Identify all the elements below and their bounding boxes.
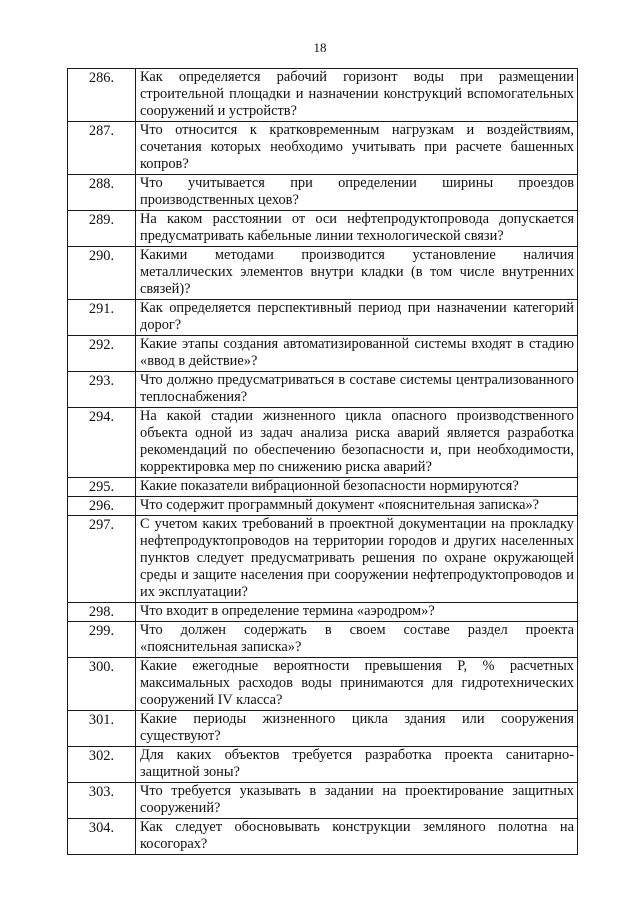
question-text: Что учитывается при определении ширины проездов производственных цехов? [136,175,578,211]
table-row [68,819,578,855]
question-number: 288. [68,175,136,211]
table-row [68,122,578,175]
table-row [68,497,578,516]
table-row [68,711,578,747]
question-number: 295. [68,478,136,497]
table-row [68,372,578,408]
question-number: 297. [68,516,136,603]
table-row [68,336,578,372]
question-text: Какие показатели вибрационной безопасности нормируются? [136,478,578,497]
question-text: Для каких объектов требуется разработка проекта санитарно-защитной зоны? [136,747,578,783]
table-row [68,300,578,336]
question-text: С учетом каких требований в проектной документации на прокладку нефтепродуктопроводов на территории городов и других населенных пунктов следует предусматривать решения по охране окружающей среды и защите населения при сооружении нефтепродуктопроводов и их эксплуатации? [136,516,578,603]
question-number: 292. [68,336,136,372]
question-number: 293. [68,372,136,408]
question-number: 298. [68,603,136,622]
question-number: 304. [68,819,136,855]
question-text: Как следует обосновывать конструкции земляного полотна на косогорах? [136,819,578,855]
question-number: 303. [68,783,136,819]
question-number: 291. [68,300,136,336]
question-number: 287. [68,122,136,175]
question-text: Что должен содержать в своем составе раздел проекта «пояснительная записка»? [136,622,578,658]
question-text: Какие периоды жизненного цикла здания или сооружения существуют? [136,711,578,747]
question-text: Что входит в определение термина «аэродром»? [136,603,578,622]
table-row [68,783,578,819]
table-row [68,622,578,658]
question-number: 300. [68,658,136,711]
question-text: Какие этапы создания автоматизированной системы входят в стадию «ввод в действие»? [136,336,578,372]
table-row [68,69,578,122]
table-row [68,175,578,211]
table-row [68,658,578,711]
questions-table [67,68,578,855]
question-text: На какой стадии жизненного цикла опасного производственного объекта одной из задач анализа риска аварий является разработка рекомендаций по обеспечению безопасности и, при необходимости, корректировка мер по снижению риска аварий? [136,408,578,478]
table-row [68,603,578,622]
question-number: 286. [68,69,136,122]
question-number: 296. [68,497,136,516]
question-number: 290. [68,247,136,300]
question-text: Что должно предусматриваться в составе системы централизованного теплоснабжения? [136,372,578,408]
question-number: 294. [68,408,136,478]
question-text: Что содержит программный документ «пояснительная записка»? [136,497,578,516]
question-text: На каком расстоянии от оси нефтепродуктопровода допускается предусматривать кабельные линии технологической связи? [136,211,578,247]
question-text: Какие ежегодные вероятности превышения Р, % расчетных максимальных расходов воды принимаются для гидротехнических сооружений IV класса? [136,658,578,711]
question-number: 299. [68,622,136,658]
table-row [68,247,578,300]
table-row [68,747,578,783]
question-text: Что требуется указывать в задании на проектирование защитных сооружений? [136,783,578,819]
question-number: 302. [68,747,136,783]
question-number: 289. [68,211,136,247]
table-row [68,211,578,247]
question-text: Что относится к кратковременным нагрузкам и воздействиям, сочетания которых необходимо учитывать при расчете башенных копров? [136,122,578,175]
question-text: Как определяется рабочий горизонт воды при размещении строительной площадки и назначении конструкций вспомогательных сооружений и устройств? [136,69,578,122]
table-row [68,478,578,497]
table-row [68,516,578,603]
question-text: Какими методами производится установление наличия металлических элементов внутри кладки (в том числе внутренних связей)? [136,247,578,300]
question-number: 301. [68,711,136,747]
question-text: Как определяется перспективный период при назначении категорий дорог? [136,300,578,336]
page-number: 18 [313,40,327,55]
table-row [68,408,578,478]
